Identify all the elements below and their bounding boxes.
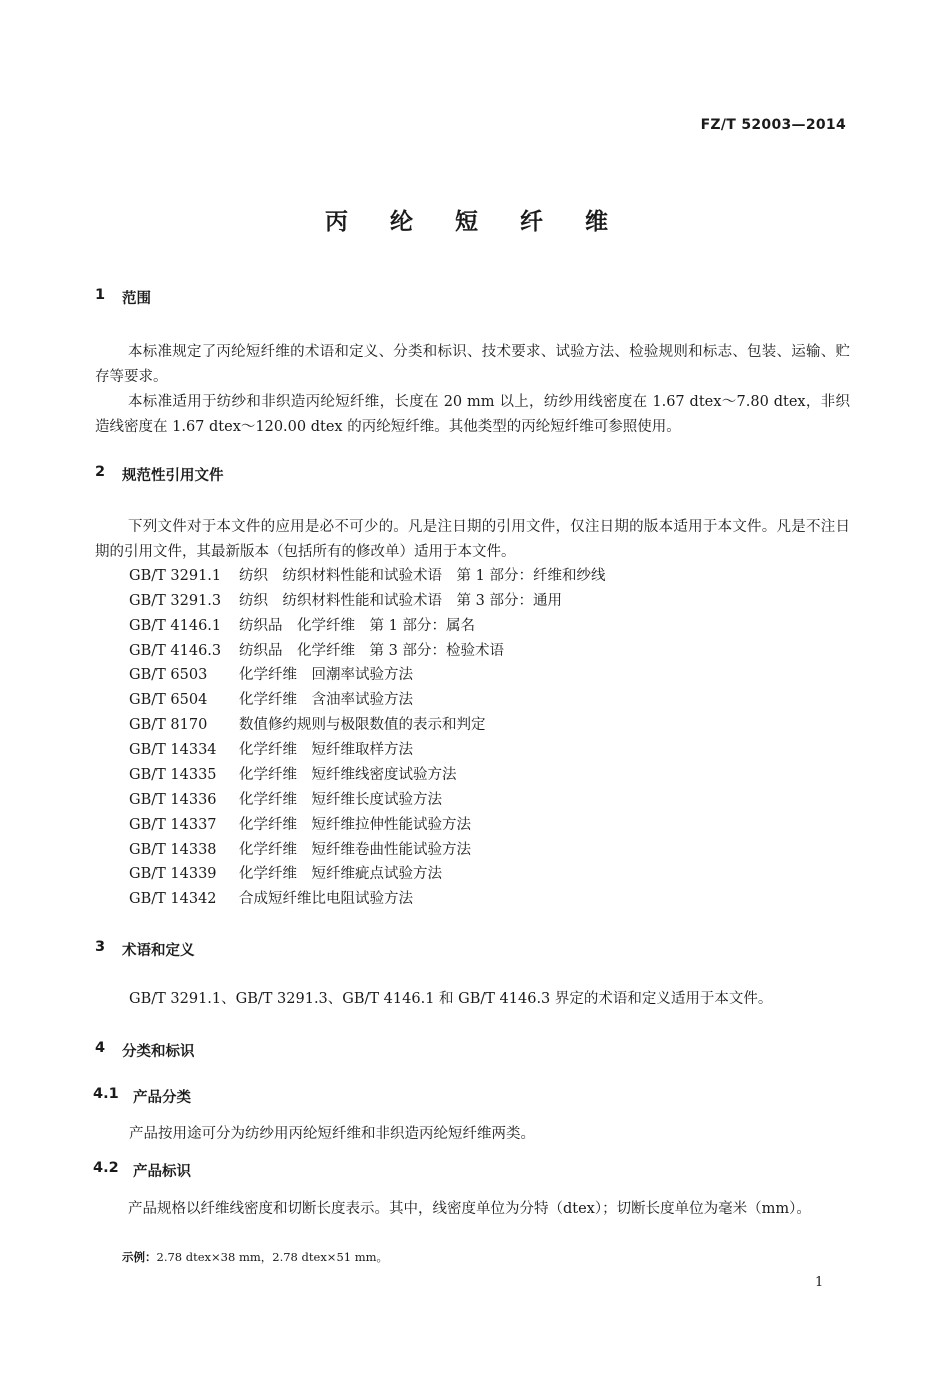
reference-title: 化学纤维 短纤维卷曲性能试验方法 (239, 842, 471, 858)
reference-code: GB/T 6503 (129, 667, 208, 683)
reference-code: GB/T 4146.3 (129, 643, 222, 659)
section-3-number: 3 (95, 939, 106, 955)
reference-code: GB/T 8170 (129, 717, 208, 733)
document-title: 丙 纶 短 纤 维 (324, 209, 626, 235)
reference-code: GB/T 14342 (129, 891, 217, 907)
reference-title: 纺织品 化学纤维 第 3 部分：检验术语 (239, 643, 504, 659)
section-4-1-heading: 产品分类 (133, 1090, 191, 1106)
reference-item (129, 862, 442, 887)
reference-item (129, 788, 442, 813)
section-1-heading: 范围 (122, 291, 151, 307)
section-2-intro: 下列文件对于本文件的应用是必不可少的。凡是注日期的引用文件，仅注日期的版本适用于本文件。凡是不注日期的引用文件，其最新版本（包括所有的修改单）适用于本文件。 (95, 519, 850, 560)
reference-item (129, 813, 471, 838)
reference-title: 化学纤维 回潮率试验方法 (239, 667, 413, 683)
reference-title: 纺织 纺织材料性能和试验术语 第 1 部分：纤维和纱线 (239, 568, 606, 584)
section-3-heading: 术语和定义 (122, 943, 195, 959)
reference-title: 纺织 纺织材料性能和试验术语 第 3 部分：通用 (239, 593, 562, 609)
standard-number: FZ/T 52003—2014 (700, 117, 846, 133)
section-2-number: 2 (95, 464, 106, 480)
section-4-number: 4 (95, 1040, 106, 1056)
reference-title: 合成短纤维比电阻试验方法 (239, 891, 413, 907)
reference-title: 化学纤维 短纤维拉伸性能试验方法 (239, 817, 471, 833)
reference-title: 数值修约规则与极限数值的表示和判定 (239, 717, 486, 733)
reference-item (129, 589, 562, 614)
reference-code: GB/T 14338 (129, 842, 217, 858)
section-3-text: GB/T 3291.1、GB/T 3291.3、GB/T 4146.1 和 GB/T 4146.3 界定的术语和定义适用于本文件。 (129, 991, 773, 1007)
page-number: 1 (815, 1275, 824, 1290)
reference-item (129, 887, 413, 912)
section-2-heading: 规范性引用文件 (122, 468, 224, 484)
reference-item (129, 838, 471, 863)
reference-item (129, 614, 475, 639)
reference-code: GB/T 3291.3 (129, 593, 222, 609)
reference-code: GB/T 14337 (129, 817, 217, 833)
example-note (122, 1249, 388, 1265)
section-1-number: 1 (95, 287, 106, 303)
reference-code: GB/T 14335 (129, 767, 217, 783)
reference-title: 化学纤维 短纤维取样方法 (239, 742, 413, 758)
section-4-2-number: 4.2 (93, 1160, 119, 1176)
reference-code: GB/T 4146.1 (129, 618, 222, 634)
reference-title: 化学纤维 含油率试验方法 (239, 692, 413, 708)
reference-code: GB/T 14334 (129, 742, 217, 758)
section-4-2-heading: 产品标识 (133, 1164, 191, 1180)
reference-item (129, 688, 413, 713)
example-text: 2.78 dtex×38 mm，2.78 dtex×51 mm。 (156, 1250, 389, 1264)
section-4-heading: 分类和标识 (122, 1044, 195, 1060)
reference-title: 化学纤维 短纤维疵点试验方法 (239, 866, 442, 882)
section-4-1-text: 产品按用途可分为纺纱用丙纶短纤维和非织造丙纶短纤维两类。 (129, 1126, 535, 1142)
reference-item (129, 663, 413, 688)
reference-item (129, 639, 504, 664)
reference-code: GB/T 3291.1 (129, 568, 222, 584)
reference-item (129, 763, 457, 788)
reference-code: GB/T 14339 (129, 866, 217, 882)
reference-code: GB/T 6504 (129, 692, 208, 708)
section-4-1-number: 4.1 (93, 1086, 119, 1102)
section-1-paragraph-2: 本标准适用于纺纱和非织造丙纶短纤维，长度在 20 mm 以上，纺纱用线密度在 1.67 dtex～7.80 dtex，非织造线密度在 1.67 dtex～120.00 dtex 的丙纶短纤维。其他类型的丙纶短纤维可参照使用。 (95, 394, 850, 435)
reference-item (129, 738, 413, 763)
reference-title: 化学纤维 短纤维线密度试验方法 (239, 767, 457, 783)
reference-code: GB/T 14336 (129, 792, 217, 808)
section-1-paragraph-1: 本标准规定了丙纶短纤维的术语和定义、分类和标识、技术要求、试验方法、检验规则和标志、包装、运输、贮存等要求。 (95, 344, 850, 385)
reference-item (129, 713, 486, 738)
section-4-2-text: 产品规格以纤维线密度和切断长度表示。其中，线密度单位为分特（dtex）；切断长度单位为毫米（mm）。 (128, 1201, 811, 1217)
reference-title: 化学纤维 短纤维长度试验方法 (239, 792, 442, 808)
reference-title: 纺织品 化学纤维 第 1 部分：属名 (239, 618, 475, 634)
reference-item (129, 564, 605, 589)
example-label: 示例： (122, 1250, 157, 1264)
